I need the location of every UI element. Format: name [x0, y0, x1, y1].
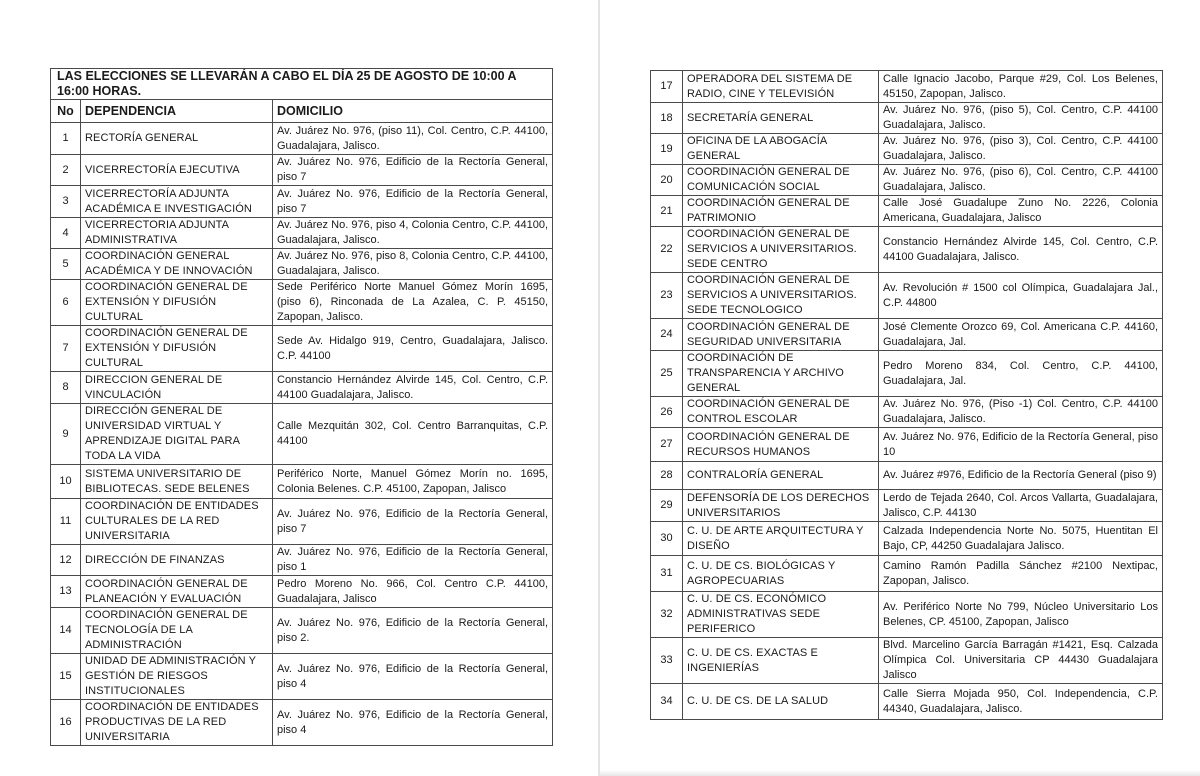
table-row [651, 165, 1163, 196]
table-row [651, 71, 1163, 103]
row-domicilio: Av. Juárez No. 976, Edificio de la Rectoría General, piso 7 [273, 499, 553, 545]
row-domicilio: Av. Juárez No. 976, (piso 5), Col. Centro, C.P. 44100 Guadalajara, Jalisco. [879, 103, 1163, 134]
table-row [51, 700, 553, 746]
row-number: 13 [51, 576, 81, 608]
row-domicilio: Av. Juárez No. 976, Edificio de la Rectoría General, piso 1 [273, 545, 553, 576]
row-number: 31 [651, 556, 683, 592]
row-dependencia: VICERRECTORÍA EJECUTIVA [81, 155, 273, 186]
row-dependencia: C. U. DE CS. DE LA SALUD [683, 684, 879, 720]
row-number: 8 [51, 372, 81, 404]
row-number: 26 [651, 397, 683, 428]
row-number: 2 [51, 155, 81, 186]
row-dependencia: COORDINACIÓN GENERAL DE CONTROL ESCOLAR [683, 397, 879, 428]
row-number: 11 [51, 499, 81, 545]
row-dependencia: COORDINACIÓN GENERAL DE EXTENSIÓN Y DIFUSIÓN CULTURAL [81, 280, 273, 326]
column-header-dependencia: DEPENDENCIA [81, 100, 273, 123]
row-number: 7 [51, 326, 81, 372]
row-domicilio: Av. Juárez No. 976, (Piso -1) Col. Centro, C.P. 44100 Guadalajara, Jalisco. [879, 397, 1163, 428]
row-dependencia: C. U. DE CS. ECONÓMICO ADMINISTRATIVAS SEDE PERIFERICO [683, 592, 879, 638]
row-dependencia: SISTEMA UNIVERSITARIO DE BIBLIOTECAS. SEDE BELENES [81, 465, 273, 499]
row-number: 9 [51, 404, 81, 465]
row-domicilio: Lerdo de Tejada 2640, Col. Arcos Vallarta, Guadalajara, Jalisco, C.P. 44130 [879, 490, 1163, 522]
row-domicilio: Av. Juárez No. 976, Edificio de la Rectoría General, piso 2. [273, 608, 553, 654]
row-dependencia: COORDINACIÓN GENERAL ACADÉMICA Y DE INNOVACIÓN [81, 249, 273, 280]
row-domicilio: Av. Revolución # 1500 col Olímpica, Guadalajara Jal., C.P. 44800 [879, 273, 1163, 319]
row-domicilio: Blvd. Marcelino García Barragán #1421, Esq. Calzada Olímpica Col. Universitaria CP 44430 Guadalajara Jalisco [879, 638, 1163, 684]
row-dependencia: COORDINACIÓN GENERAL DE RECURSOS HUMANOS [683, 428, 879, 462]
row-domicilio: Pedro Moreno No. 966, Col. Centro C.P. 44100, Guadalajara, Jalisco [273, 576, 553, 608]
table-row [651, 397, 1163, 428]
row-number: 1 [51, 123, 81, 155]
table-row [51, 155, 553, 186]
row-domicilio: Av. Juárez No. 976, (piso 6), Col. Centro, C.P. 44100 Guadalajara, Jalisco. [879, 165, 1163, 196]
row-number: 34 [651, 684, 683, 720]
row-domicilio: Constancio Hernández Alvirde 145, Col. Centro, C.P. 44100 Guadalajara, Jalisco. [273, 372, 553, 404]
row-domicilio: Av. Juárez No. 976, (piso 11), Col. Centro, C.P. 44100, Guadalajara, Jalisco. [273, 123, 553, 155]
row-dependencia: DIRECCIÓN DE FINANZAS [81, 545, 273, 576]
row-dependencia: COORDINACIÓN GENERAL DE SEGURIDAD UNIVERSITARIA [683, 319, 879, 351]
table-row [51, 326, 553, 372]
row-domicilio: Av. Juárez No. 976, Edificio de la Rectoría General, piso 4 [273, 654, 553, 700]
table-row [51, 372, 553, 404]
row-domicilio: Calle Mezquitán 302, Col. Centro Barranquitas, C.P. 44100 [273, 404, 553, 465]
table-row [51, 218, 553, 249]
row-number: 6 [51, 280, 81, 326]
row-domicilio: Av. Juárez No. 976, Edificio de la Rectoría General, piso 10 [879, 428, 1163, 462]
row-dependencia: C. U. DE CS. EXACTAS E INGENIERÍAS [683, 638, 879, 684]
row-dependencia: COORDINACIÓN GENERAL DE PLANEACIÓN Y EVALUACIÓN [81, 576, 273, 608]
row-dependencia: COORDINACIÓN GENERAL DE SERVICIOS A UNIVERSITARIOS. SEDE TECNOLOGICO [683, 273, 879, 319]
table-row [651, 428, 1163, 462]
row-number: 23 [651, 273, 683, 319]
row-domicilio: Av. Juárez No. 976, piso 4, Colonia Centro, C.P. 44100, Guadalajara, Jalisco. [273, 218, 553, 249]
row-dependencia: COORDINACIÓN DE ENTIDADES CULTURALES DE LA RED UNIVERSITARIA [81, 499, 273, 545]
column-header-no: No [51, 100, 81, 123]
table-row [51, 249, 553, 280]
row-domicilio: Av. Juárez No. 976, Edificio de la Rectoría General, piso 4 [273, 700, 553, 746]
row-domicilio: Calle José Guadalupe Zuno No. 2226, Colonia Americana, Guadalajara, Jalisco [879, 196, 1163, 227]
row-number: 24 [651, 319, 683, 351]
row-number: 5 [51, 249, 81, 280]
row-domicilio: Camino Ramón Padilla Sánchez #2100 Nextipac, Zapopan, Jalisco. [879, 556, 1163, 592]
row-number: 14 [51, 608, 81, 654]
row-dependencia: OPERADORA DEL SISTEMA DE RADIO, CINE Y TELEVISIÓN [683, 71, 879, 103]
row-dependencia: DEFENSORÍA DE LOS DERECHOS UNIVERSITARIOS [683, 490, 879, 522]
table-row [651, 227, 1163, 273]
row-domicilio: Av. Juárez #976, Edificio de la Rectoría General (piso 9) [879, 462, 1163, 490]
row-domicilio: Av. Juárez No. 976, Edificio de la Rectoría General, piso 7 [273, 186, 553, 218]
row-dependencia: C. U. DE CS. BIOLÓGICAS Y AGROPECUARIAS [683, 556, 879, 592]
row-dependencia: C. U. DE ARTE ARQUITECTURA Y DISEÑO [683, 522, 879, 556]
table-row [651, 522, 1163, 556]
election-headline: LAS ELECCIONES SE LLEVARÁN A CABO EL DÍA 25 DE AGOSTO DE 10:00 A 16:00 HORAS. [51, 69, 553, 100]
row-number: 22 [651, 227, 683, 273]
row-number: 30 [651, 522, 683, 556]
table-row [651, 592, 1163, 638]
row-number: 12 [51, 545, 81, 576]
table-row [51, 608, 553, 654]
column-header-domicilio: DOMICILIO [273, 100, 553, 123]
row-number: 17 [651, 71, 683, 103]
row-domicilio: Calle Sierra Mojada 950, Col. Independencia, C.P. 44340, Guadalajara, Jalisco. [879, 684, 1163, 720]
table-row [651, 134, 1163, 165]
row-number: 19 [651, 134, 683, 165]
table-row [651, 273, 1163, 319]
row-domicilio: Constancio Hernández Alvirde 145, Col. Centro, C.P. 44100 Guadalajara, Jalisco. [879, 227, 1163, 273]
row-number: 33 [651, 638, 683, 684]
row-dependencia: VICERRECTORIA ADJUNTA ADMINISTRATIVA [81, 218, 273, 249]
table-row [651, 351, 1163, 397]
table-row [51, 404, 553, 465]
row-domicilio: Av. Periférico Norte No 799, Núcleo Universitario Los Belenes, CP. 45100, Zapopan, Jalisco [879, 592, 1163, 638]
row-dependencia: VICERRECTORÍA ADJUNTA ACADÉMICA E INVESTIGACIÓN [81, 186, 273, 218]
row-number: 3 [51, 186, 81, 218]
row-domicilio: Sede Av. Hidalgo 919, Centro, Guadalajara, Jalisco. C.P. 44100 [273, 326, 553, 372]
row-domicilio: Av. Juárez No. 976, piso 8, Colonia Centro, C.P. 44100, Guadalajara, Jalisco. [273, 249, 553, 280]
row-dependencia: DIRECCIÓN GENERAL DE UNIVERSIDAD VIRTUAL Y APRENDIZAJE DIGITAL PARA TODA LA VIDA [81, 404, 273, 465]
row-number: 20 [651, 165, 683, 196]
row-number: 18 [651, 103, 683, 134]
table-row [651, 638, 1163, 684]
page-edge-shadow [600, 770, 1200, 776]
row-domicilio: Pedro Moreno 834, Col. Centro, C.P. 44100, Guadalajara, Jal. [879, 351, 1163, 397]
row-domicilio: Av. Juárez No. 976, Edificio de la Rectoría General, piso 7 [273, 155, 553, 186]
row-dependencia: COORDINACIÓN GENERAL DE COMUNICACIÓN SOCIAL [683, 165, 879, 196]
table-row [51, 123, 553, 155]
row-number: 4 [51, 218, 81, 249]
row-dependencia: RECTORÍA GENERAL [81, 123, 273, 155]
offices-table-left [50, 68, 553, 746]
table-row [651, 103, 1163, 134]
row-number: 27 [651, 428, 683, 462]
row-number: 15 [51, 654, 81, 700]
row-domicilio: Periférico Norte, Manuel Gómez Morín no. 1695, Colonia Belenes. C.P. 45100, Zapopan, Jalisco [273, 465, 553, 499]
row-dependencia: OFICINA DE LA ABOGACÍA GENERAL [683, 134, 879, 165]
table-row [51, 499, 553, 545]
table-row [651, 319, 1163, 351]
table-row [51, 280, 553, 326]
row-number: 28 [651, 462, 683, 490]
table-row [51, 545, 553, 576]
row-domicilio: Calle Ignacio Jacobo, Parque #29, Col. Los Belenes, 45150, Zapopan, Jalisco. [879, 71, 1163, 103]
row-number: 10 [51, 465, 81, 499]
table-row [51, 576, 553, 608]
row-dependencia: COORDINACIÓN GENERAL DE EXTENSIÓN Y DIFUSIÓN CULTURAL [81, 326, 273, 372]
table-row [651, 684, 1163, 720]
table-row [651, 196, 1163, 227]
row-number: 21 [651, 196, 683, 227]
row-number: 32 [651, 592, 683, 638]
row-domicilio: Av. Juárez No. 976, (piso 3), Col. Centro, C.P. 44100 Guadalajara, Jalisco. [879, 134, 1163, 165]
row-domicilio: José Clemente Orozco 69, Col. Americana C.P. 44160, Guadalajara, Jal. [879, 319, 1163, 351]
row-dependencia: DIRECCION GENERAL DE VINCULACIÓN [81, 372, 273, 404]
table-row [51, 186, 553, 218]
table-row [51, 654, 553, 700]
row-dependencia: COORDINACIÓN DE ENTIDADES PRODUCTIVAS DE LA RED UNIVERSITARIA [81, 700, 273, 746]
row-dependencia: SECRETARÍA GENERAL [683, 103, 879, 134]
table-row [51, 465, 553, 499]
offices-table-right [650, 70, 1163, 720]
row-number: 29 [651, 490, 683, 522]
row-number: 16 [51, 700, 81, 746]
row-dependencia: UNIDAD DE ADMINISTRACIÓN Y GESTIÓN DE RIESGOS INSTITUCIONALES [81, 654, 273, 700]
row-dependencia: CONTRALORÍA GENERAL [683, 462, 879, 490]
row-dependencia: COORDINACIÓN GENERAL DE TECNOLOGÍA DE LA ADMINISTRACIÓN [81, 608, 273, 654]
row-dependencia: COORDINACIÓN DE TRANSPARENCIA Y ARCHIVO GENERAL [683, 351, 879, 397]
table-row [651, 462, 1163, 490]
table-row [651, 556, 1163, 592]
table-row [651, 490, 1163, 522]
row-domicilio: Sede Periférico Norte Manuel Gómez Morín 1695, (piso 6), Rinconada de La Azalea, C. P. 45150, Zapopan, Jalisco. [273, 280, 553, 326]
row-dependencia: COORDINACIÓN GENERAL DE SERVICIOS A UNIVERSITARIOS. SEDE CENTRO [683, 227, 879, 273]
row-domicilio: Calzada Independencia Norte No. 5075, Huentitan El Bajo, CP, 44250 Guadalajara Jalisco. [879, 522, 1163, 556]
row-dependencia: COORDINACIÓN GENERAL DE PATRIMONIO [683, 196, 879, 227]
row-number: 25 [651, 351, 683, 397]
